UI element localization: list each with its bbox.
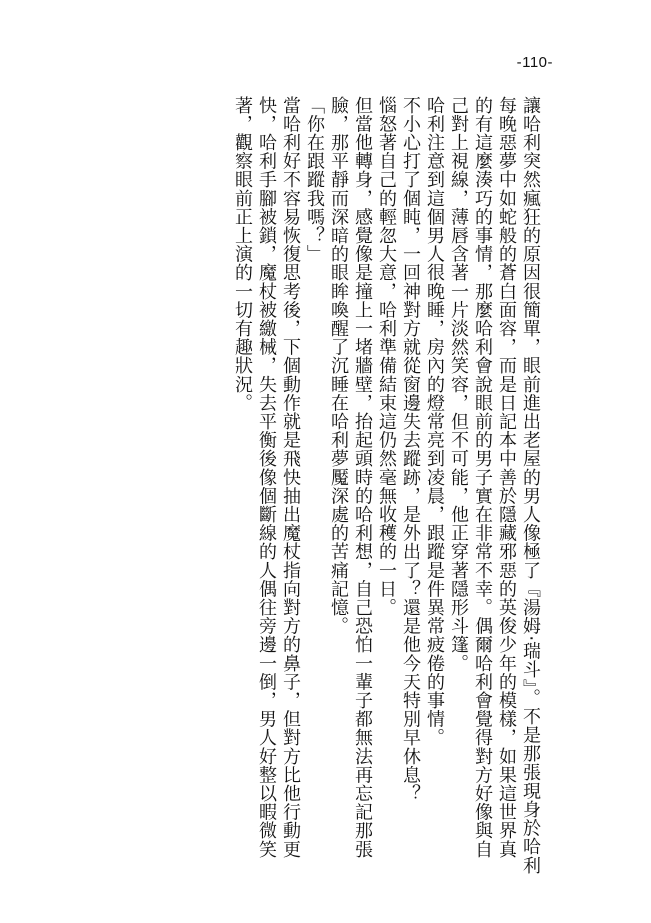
dialogue-line: 「你在跟蹤我嗎？」 [304, 96, 325, 264]
paragraph-5: 但當他轉身，感覺像是撞上一堵牆壁，抬起頭時的哈利想，自己恐怕一輩子都無法再忘記那張臉，那平靜而深暗的眼眸喚醒了沉睡在哈利夢魘深處的苦痛記憶。 [328, 96, 373, 859]
vertical-text-body [110, 96, 542, 876]
page-number: -110- [516, 54, 553, 71]
paragraph-3: 不小心打了個盹，一回神對方就從窗邊失去蹤跡，是外出了？還是他今天特別早休息？ [400, 96, 421, 803]
paragraph-1: 讓哈利突然瘋狂的原因很簡單，眼前進出老屋的男人像極了『湯姆‧瑞斗』。不是那張現身於哈利每晚惡夢中如蛇般的蒼白面容，而是日記本中善於隱藏邪惡的英俊少年的模樣，如果這世界真的有這麼湊巧的事情，那麼哈利會說眼前的男子實在非常不幸。偶爾哈利會覺得對方好像與自己對上視線，薄唇含著一片淡然笑容，但不可能，他正穿著隱形斗篷。 [448, 96, 541, 875]
paragraph-2: 哈利注意到這個男人很晚睡，房內的燈常亮到凌晨，跟蹤是件異常疲倦的事情。 [424, 96, 445, 747]
paragraph-7: 當哈利好不容易恢復思考後，下個動作就是飛快抽出魔杖指向對方的鼻子，但對方比他行動更快，哈利手腳被鎖，魔杖被繳械，失去平衡後像個斷線的人偶往旁邊一倒，男人好整以暇微笑著，觀察眼前正上演的一切有趣狀況。 [232, 96, 301, 859]
paragraph-4: 惱怒著自己的輕忽大意，哈利準備結束這仍然毫無收穫的一日。 [376, 96, 397, 617]
